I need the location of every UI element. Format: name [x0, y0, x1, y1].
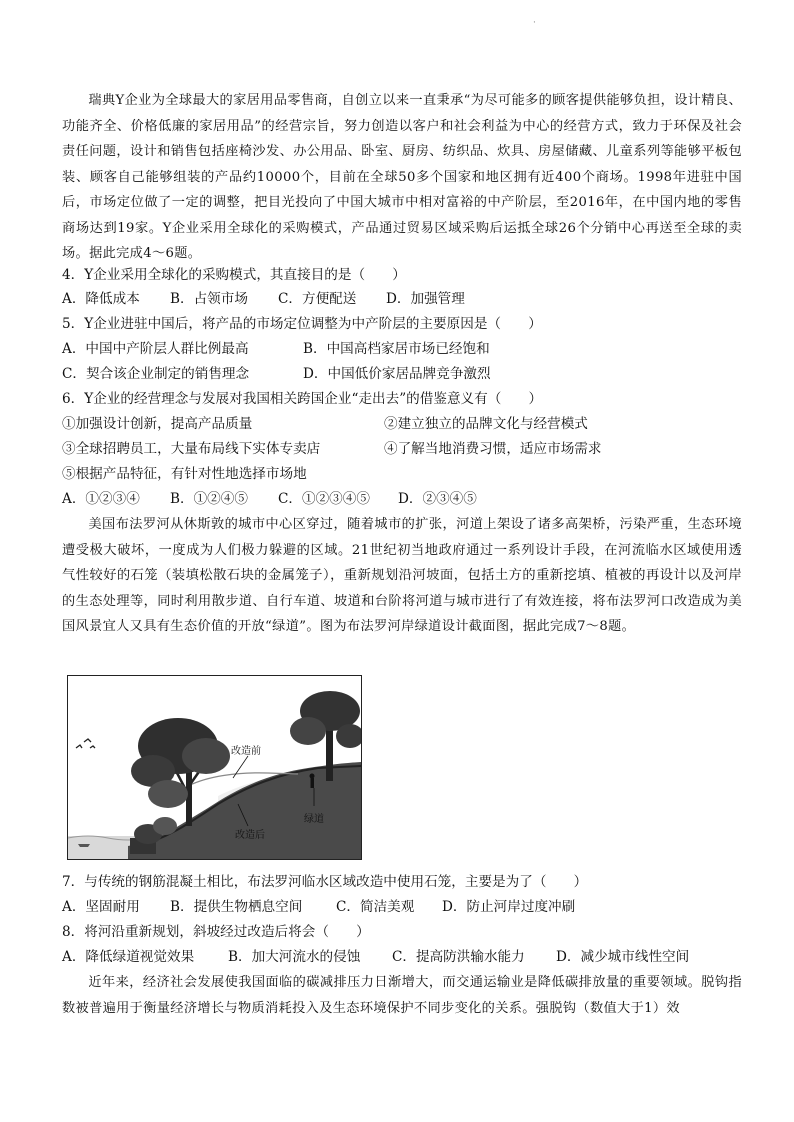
- q6-option-c[interactable]: C．①②③④⑤: [278, 491, 370, 507]
- q4-option-c[interactable]: C．方便配送: [278, 291, 357, 307]
- q5-option-c[interactable]: C．契合该企业制定的销售理念: [62, 366, 250, 382]
- greenway-section-figure: [67, 675, 362, 860]
- q4-option-a[interactable]: A．降低成本: [62, 291, 140, 307]
- q7-option-c[interactable]: C．简洁美观: [336, 899, 415, 915]
- question-6-items-row2: [62, 437, 602, 462]
- question-7-options: [62, 895, 575, 920]
- passage-buffalo-bayou: 美国布法罗河从休斯敦的城市中心区穿过，随着城市的扩张，河道上架设了诸多高架桥，污染严重，生态环境遭受极大破坏，一度成为人们极力躲避的区域。21世纪初当地政府通过一系列设计手段，在河流临水区域使用透气性较好的石笼（装填松散石块的金属笼子），重新规划沿河坡面，包括土方的重新挖填、植被的再设计以及河岸的生态处理等，同时利用散步道、自行车道、坡道和台阶将河道与城市进行了有效连接，将布法罗河口改造成为美国风景宜人又具有生态价值的开放“绿道”。图为布法罗河岸绿道设计截面图，据此完成7～8题。: [62, 517, 742, 634]
- q5-option-d[interactable]: D．中国低价家居品牌竞争激烈: [303, 366, 491, 382]
- q5-option-a[interactable]: A．中国中产阶层人群比例最高: [62, 341, 249, 357]
- question-6-stem: 6．Y企业的经营理念与发展对我国相关跨国企业“走出去”的借鉴意义有（ ）: [62, 391, 543, 407]
- q7-option-d[interactable]: D．防止河岸过度冲刷: [442, 899, 576, 915]
- q7-option-b[interactable]: B．提供生物栖息空间: [170, 899, 303, 915]
- label-before-renovation: 改造前: [231, 746, 261, 757]
- q6-option-d[interactable]: D．②③④⑤: [398, 491, 477, 507]
- question-4-options: [62, 287, 465, 312]
- greenway-section-drawing: [68, 676, 361, 859]
- question-4-stem: 4．Y企业采用全球化的采购模式，其直接目的是（ ）: [62, 267, 406, 283]
- question-7-stem: 7．与传统的钢筋混凝土相比，布法罗河临水区域改造中使用石笼，主要是为了（ ）: [62, 874, 588, 890]
- q7-option-a[interactable]: A．坚固耐用: [62, 899, 140, 915]
- question-5-options-row1: [62, 337, 490, 362]
- q6-item-4: ④了解当地消费习惯，适应市场需求: [384, 441, 602, 457]
- right-tree-trunk: [326, 726, 333, 781]
- q6-item-2: ②建立独立的品牌文化与经营模式: [384, 416, 588, 432]
- question-6-options: [62, 487, 477, 512]
- q6-option-a[interactable]: A．①②③④: [62, 491, 140, 507]
- person-silhouette: [310, 774, 315, 779]
- q5-option-b[interactable]: B．中国高档家居市场已经饱和: [303, 341, 490, 357]
- question-8-options: [62, 945, 689, 970]
- q6-item-5: ⑤根据产品特征，有针对性地选择市场地: [62, 466, 307, 482]
- q4-option-d[interactable]: D．加强管理: [386, 291, 465, 307]
- q8-option-d[interactable]: D．减少城市线性空间: [556, 949, 690, 965]
- page-mark: ·: [533, 18, 536, 28]
- passage-y-enterprise: 瑞典Y企业为全球最大的家居用品零售商，自创立以来一直秉承“为尽可能多的顾客提供能够负担，设计精良、功能齐全、价格低廉的家居用品”的经营宗旨，努力创造以客户和社会利益为中心的经营方式，致力于环保及社会责任问题，设计和销售包括座椅沙发、办公用品、卧室、厨房、纺织品、炊具、房屋储藏、儿童系列等能够平板包装、顾客自己能够组装的产品约10000个，目前在全球50多个国家和地区拥有近400个商场。1998年进驻中国后，市场定位做了一定的调整，把目光投向了中国大城市中相对富裕的中产阶层，至2016年，在中国内地的零售商场达到19家。Y企业采用全球化的采购模式，产品通过贸易区域采购后运抵全球26个分销中心再送至全球的卖场。据此完成4～6题。: [62, 93, 742, 261]
- question-6-items-row1: [62, 412, 588, 437]
- q6-option-b[interactable]: B．①②④⑤: [170, 491, 248, 507]
- q4-option-b[interactable]: B．占领市场: [170, 291, 248, 307]
- q6-item-1: ①加强设计创新，提高产品质量: [62, 416, 253, 432]
- question-5-stem: 5．Y企业进驻中国后，将产品的市场定位调整为中产阶层的主要原因是（ ）: [62, 316, 542, 332]
- label-greenway: 绿道: [304, 814, 324, 825]
- question-8-stem: 8．将河沿重新规划，斜坡经过改造后将会（ ）: [62, 924, 370, 940]
- label-after-renovation: 改造后: [235, 830, 265, 841]
- q8-option-a[interactable]: A．降低绿道视觉效果: [62, 949, 195, 965]
- q8-option-c[interactable]: C．提高防洪输水能力: [392, 949, 525, 965]
- q8-option-b[interactable]: B．加大河流水的侵蚀: [228, 949, 361, 965]
- passage-carbon-decoupling: 近年来，经济社会发展使我国面临的碳减排压力日渐增大，而交通运输业是降低碳排放量的重要领域。脱钩指数被普遍用于衡量经济增长与物质消耗投入及生态环境保护不同步变化的关系。强脱钩（数值大于1）效: [62, 975, 742, 1016]
- question-5-options-row2: [62, 362, 491, 387]
- question-6-items-row3: [62, 462, 307, 487]
- q6-item-3: ③全球招聘员工，大量布局线下实体专卖店: [62, 441, 321, 457]
